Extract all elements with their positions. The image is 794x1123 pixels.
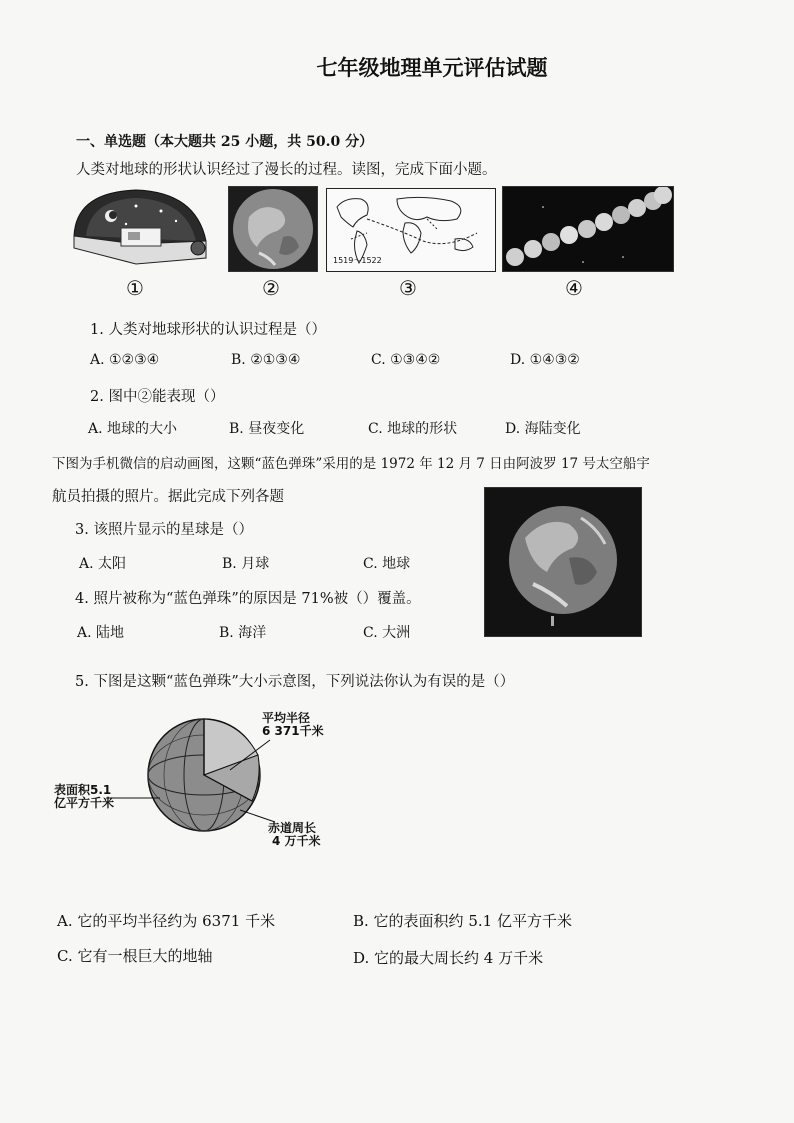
q1-option-a[interactable]: A. ①②③④ — [90, 352, 160, 368]
label-equator-line-2: 4 万千米 — [272, 834, 321, 848]
question-4-stem: 4. 照片被称为“蓝色弹珠”的原因是 71%被（）覆盖。 — [75, 591, 421, 607]
q2-option-a[interactable]: A. 地球的大小 — [88, 421, 178, 437]
question-1-stem: 1. 人类对地球形状的认识过程是（） — [90, 322, 326, 338]
question-2-stem: 2. 图中②能表现（） — [90, 389, 225, 405]
label-area-line-1: 表面积5.1 — [54, 783, 112, 797]
image-celestial-dome — [66, 186, 216, 268]
label-area — [54, 784, 114, 810]
map-caption: 1519～1522 — [333, 256, 382, 265]
image-label-3: ③ — [399, 276, 417, 300]
q3-option-b[interactable]: B. 月球 — [222, 556, 270, 572]
q5-option-c[interactable]: C. 它有一根巨大的地轴 — [57, 947, 213, 965]
label-equator-line-1: 赤道周长 — [268, 821, 317, 835]
image-label-2: ② — [262, 276, 280, 300]
q3-option-c[interactable]: C. 地球 — [363, 556, 411, 572]
intro-text-2-line-2: 航员拍摄的照片。据此完成下列各题 — [52, 489, 284, 505]
q4-option-a[interactable]: A. 陆地 — [77, 625, 125, 641]
q5-option-a[interactable]: A. 它的平均半径约为 6371 千米 — [57, 912, 276, 930]
q1-option-b[interactable]: B. ②①③④ — [231, 352, 301, 368]
q2-option-d[interactable]: D. 海陆变化 — [505, 421, 581, 437]
q5-option-b[interactable]: B. 它的表面积约 5.1 亿平方千米 — [353, 912, 572, 930]
q1-option-d[interactable]: D. ①④③② — [510, 352, 580, 368]
label-equator — [268, 822, 321, 848]
image-world-map — [326, 188, 496, 272]
q5-option-d[interactable]: D. 它的最大周长约 4 万千米 — [353, 949, 544, 967]
image-earth-photo — [228, 186, 318, 272]
q4-option-b[interactable]: B. 海洋 — [219, 625, 267, 641]
image-eclipse-sequence — [502, 186, 674, 272]
image-blue-marble — [484, 487, 642, 637]
question-5-stem: 5. 下图是这颗“蓝色弹珠”大小示意图，下列说法你认为有误的是（） — [75, 674, 515, 690]
intro-text-1: 人类对地球的形状认识经过了漫长的过程。读图，完成下面小题。 — [76, 162, 497, 178]
q1-option-c[interactable]: C. ①③④② — [371, 352, 441, 368]
label-radius-line-2: 6 371千米 — [262, 724, 324, 738]
page-title: 七年级地理单元评估试题 — [316, 55, 548, 80]
intro-text-2-line-1: 下图为手机微信的启动画图，这颗“蓝色弹珠”采用的是 1972 年 12 月 7 日由阿波罗 17 号太空船宇 — [52, 456, 650, 472]
question-3-stem: 3. 该照片显示的星球是（） — [75, 522, 253, 538]
q2-option-c[interactable]: C. 地球的形状 — [368, 421, 458, 437]
q2-option-b[interactable]: B. 昼夜变化 — [229, 421, 305, 437]
q3-option-a[interactable]: A. 太阳 — [79, 556, 127, 572]
label-area-line-2: 亿平方千米 — [54, 796, 115, 810]
image-label-1: ① — [126, 276, 144, 300]
q4-option-c[interactable]: C. 大洲 — [363, 625, 411, 641]
label-radius-line-1: 平均半径 — [262, 711, 311, 725]
label-radius — [262, 712, 324, 738]
image-label-4: ④ — [565, 276, 583, 300]
section-heading: 一、单选题（本大题共 25 小题，共 50.0 分） — [76, 134, 374, 150]
